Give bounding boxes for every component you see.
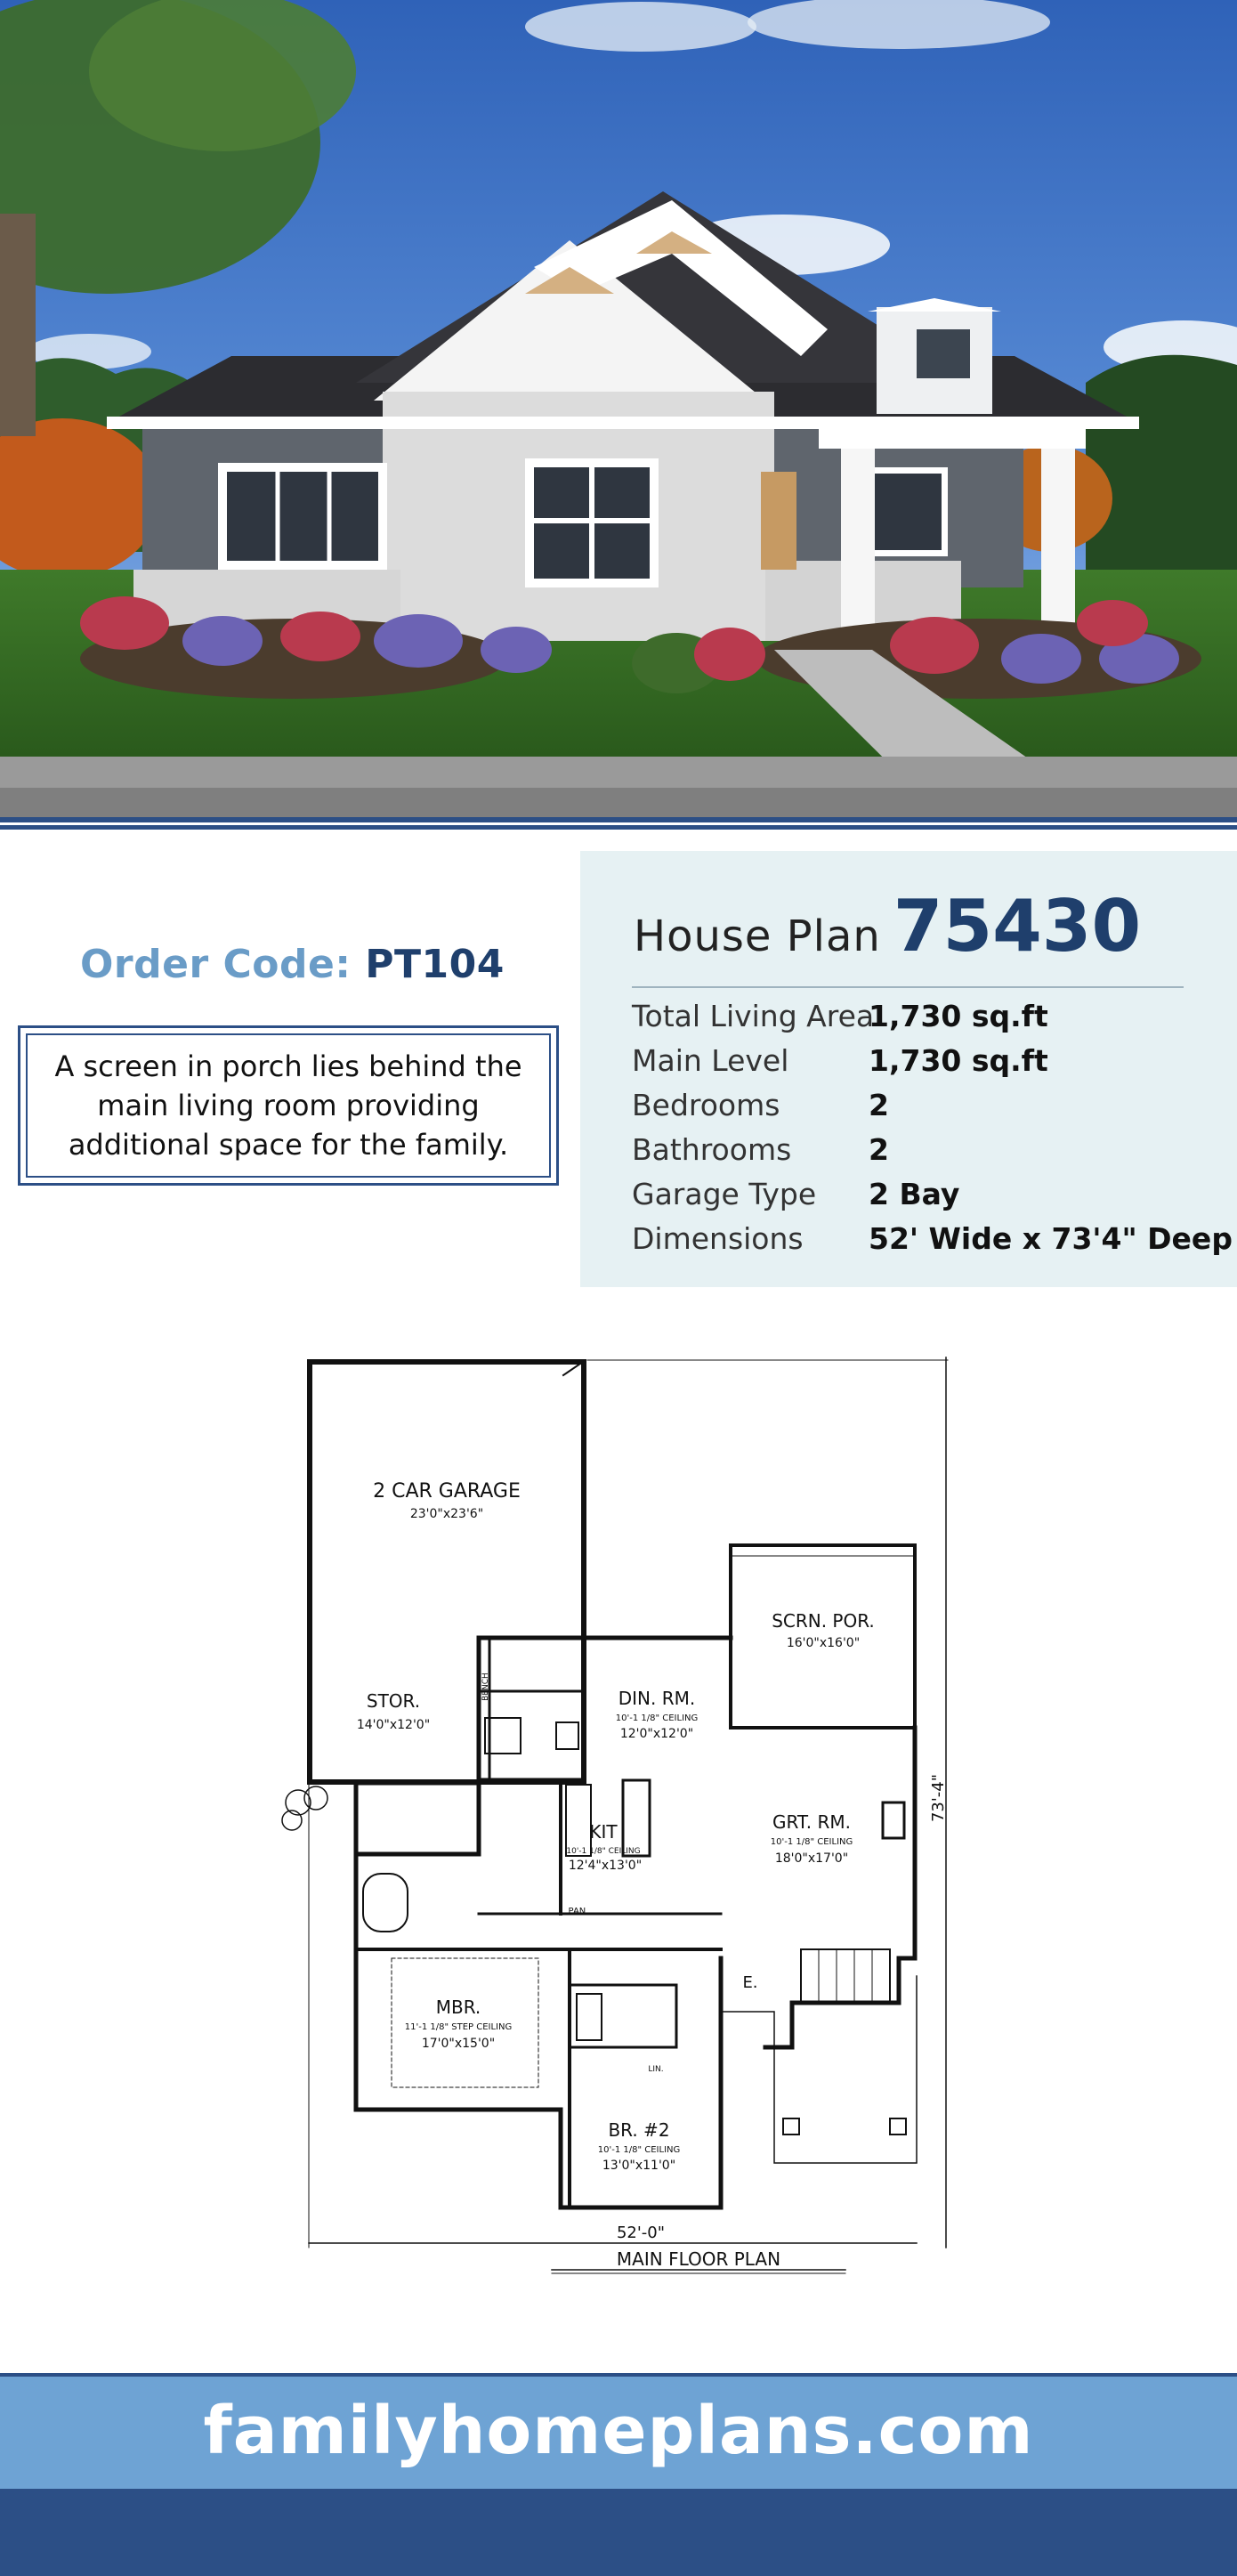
spec-key: Garage Type	[632, 1177, 817, 1211]
room-size: 13'0"x11'0"	[602, 2159, 676, 2173]
depth-dimension: 73'-4"	[929, 1773, 948, 1823]
spec-key: Dimensions	[632, 1221, 804, 1256]
order-code-label: Order Code:	[80, 942, 352, 987]
room-size: 18'0"x17'0"	[774, 1851, 849, 1866]
spec-key: Total Living Area	[632, 999, 875, 1033]
order-code-value: PT104	[365, 942, 505, 987]
room-label: BR. #2	[608, 2119, 670, 2141]
room-label: DIN. RM.	[618, 1688, 696, 1709]
room-label: MBR.	[435, 1997, 481, 2018]
plan-description: A screen in porch lies behind the main living room providing additional space for the family.	[54, 1049, 522, 1162]
room-label: 2 CAR GARAGE	[373, 1480, 521, 1503]
plan-specs-panel	[580, 851, 1237, 1287]
spec-value: 2 Bay	[869, 1177, 960, 1211]
spec-key: Bedrooms	[632, 1088, 780, 1122]
room-size: 14'0"x12'0"	[356, 1718, 431, 1732]
room-label: GRT. RM.	[772, 1811, 852, 1833]
spec-value: 52' Wide x 73'4" Deep	[869, 1221, 1233, 1256]
spec-value: 1,730 sq.ft	[869, 1043, 1048, 1078]
plan-number: 75430	[893, 885, 1142, 968]
room-size: 17'0"x15'0"	[421, 2037, 496, 2051]
room-label: SCRN. POR.	[772, 1610, 875, 1632]
room-label: E.	[742, 1973, 758, 1992]
plan-caption: MAIN FLOOR PLAN	[616, 2248, 781, 2270]
room-size: 16'0"x16'0"	[786, 1636, 861, 1650]
room-label: KIT	[589, 1821, 618, 1843]
spec-value: 1,730 sq.ft	[869, 999, 1048, 1033]
plan-title	[634, 885, 1141, 968]
divider	[632, 986, 1184, 988]
room-size: 12'0"x12'0"	[619, 1727, 694, 1741]
room-size: 23'0"x23'6"	[409, 1507, 484, 1521]
room-label: LIN.	[648, 2065, 664, 2074]
room-label: PAN.	[568, 1907, 589, 1916]
description-box	[18, 1025, 559, 1186]
room-ceiling: 10'-1 1/8" CEILING	[770, 1837, 853, 1847]
house-rendering-image	[0, 0, 1237, 823]
spec-value: 2	[869, 1132, 889, 1167]
room-ceiling: 10'-1 1/8" CEILING	[566, 1847, 641, 1856]
order-code	[80, 942, 505, 987]
footer	[0, 2373, 1237, 2576]
room-label: BENCH	[481, 1673, 490, 1701]
room-ceiling: 10'-1 1/8" CEILING	[597, 2145, 681, 2155]
room-ceiling: 11'-1 1/8" STEP CEILING	[404, 2022, 513, 2032]
plan-title-prefix: House Plan	[634, 911, 881, 961]
footer-website[interactable]: familyhomeplans.com	[203, 2393, 1034, 2469]
spec-value: 2	[869, 1088, 889, 1122]
width-dimension: 52'-0"	[616, 2224, 666, 2242]
room-label: STOR.	[366, 1690, 421, 1712]
room-ceiling: 10'-1 1/8" CEILING	[615, 1713, 699, 1723]
hero-divider	[0, 817, 1237, 831]
spec-key: Bathrooms	[632, 1132, 792, 1167]
room-size: 12'4"x13'0"	[568, 1859, 643, 1873]
floor-plan	[267, 1335, 979, 2288]
spec-key: Main Level	[632, 1043, 789, 1078]
